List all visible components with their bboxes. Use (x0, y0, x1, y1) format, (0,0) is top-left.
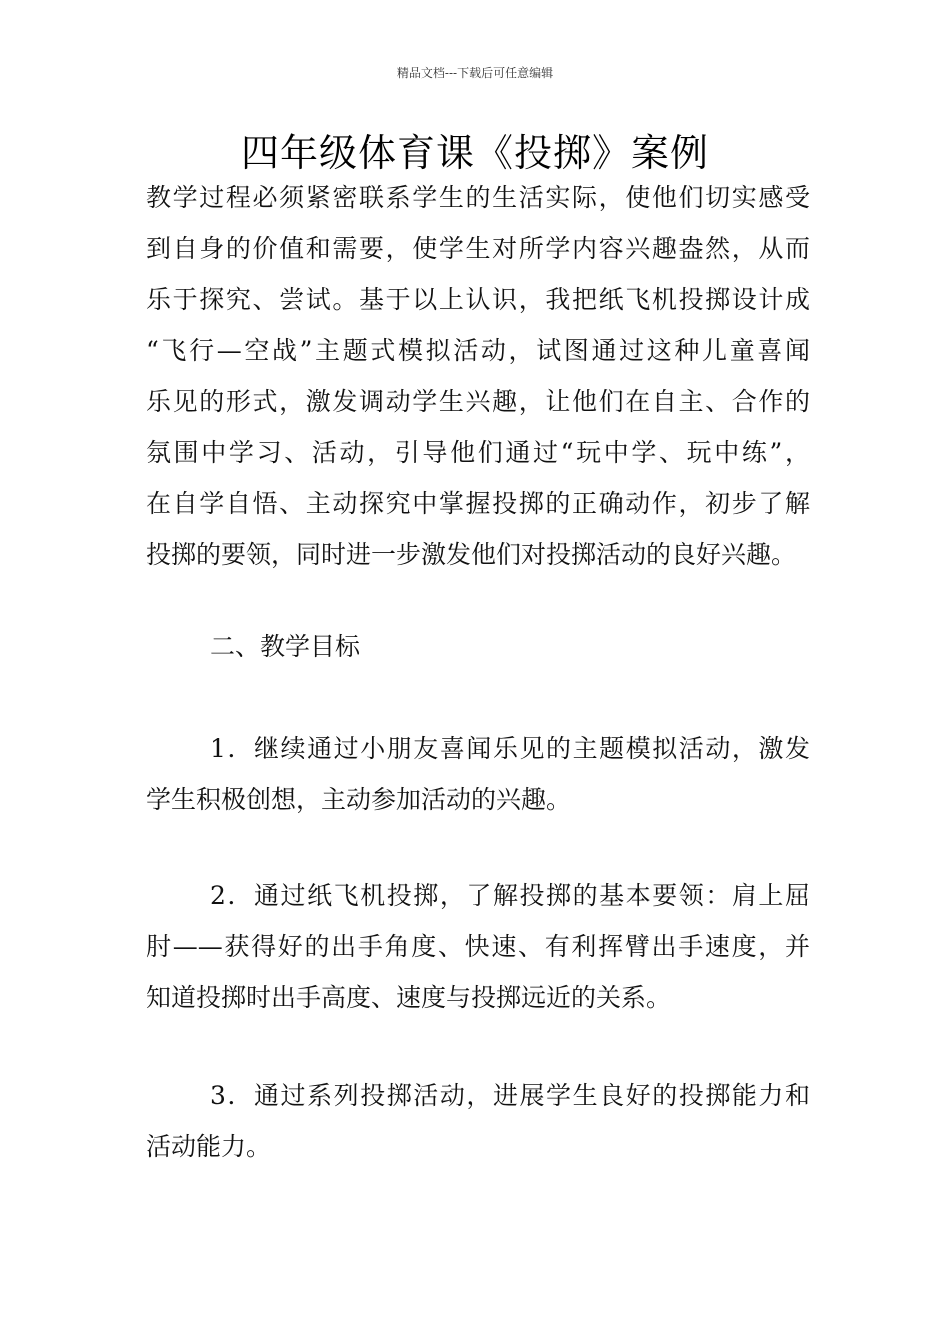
intro-line: 乐于探究、尝试。基于以上认识，我把纸飞机投掷设计成 (146, 285, 810, 314)
intro-line: 到自身的价值和需要，使学生对所学内容兴趣盎然，从而 (146, 234, 810, 263)
intro-line: 投掷的要领，同时进一步激发他们对投掷活动的良好兴趣。 (146, 540, 797, 569)
goal-line: 活动能力。 (146, 1132, 272, 1161)
goal-line: 3．通过系列投掷活动，进展学生良好的投掷能力和 (210, 1081, 810, 1110)
header-note: 精品文档---下载后可任意编辑 (396, 66, 554, 80)
goal-line: 2．通过纸飞机投掷，了解投掷的基本要领：肩上屈 (210, 881, 810, 910)
intro-line: 乐见的形式，激发调动学生兴趣，让他们在自主、合作的 (146, 387, 810, 416)
intro-line: “飞行—空战”主题式模拟活动，试图通过这种儿童喜闻 (146, 336, 810, 365)
section-heading: 二、教学目标 (210, 632, 361, 661)
goal-line: 1．继续通过小朋友喜闻乐见的主题模拟活动，激发 (210, 734, 810, 763)
goal-line: 肘——获得好的出手角度、快速、有利挥臂出手速度，并 (146, 932, 810, 961)
intro-line: 氛围中学习、活动，引导他们通过“玩中学、玩中练”， (146, 438, 810, 467)
intro-line: 教学过程必须紧密联系学生的生活实际，使他们切实感受 (146, 183, 810, 212)
intro-line: 在自学自悟、主动探究中掌握投掷的正确动作，初步了解 (146, 489, 810, 518)
goal-line: 学生积极创想，主动参加活动的兴趣。 (146, 785, 572, 814)
goal-line: 知道投掷时出手高度、速度与投掷远近的关系。 (146, 983, 672, 1012)
document-title: 四年级体育课《投掷》案例 (240, 131, 709, 175)
